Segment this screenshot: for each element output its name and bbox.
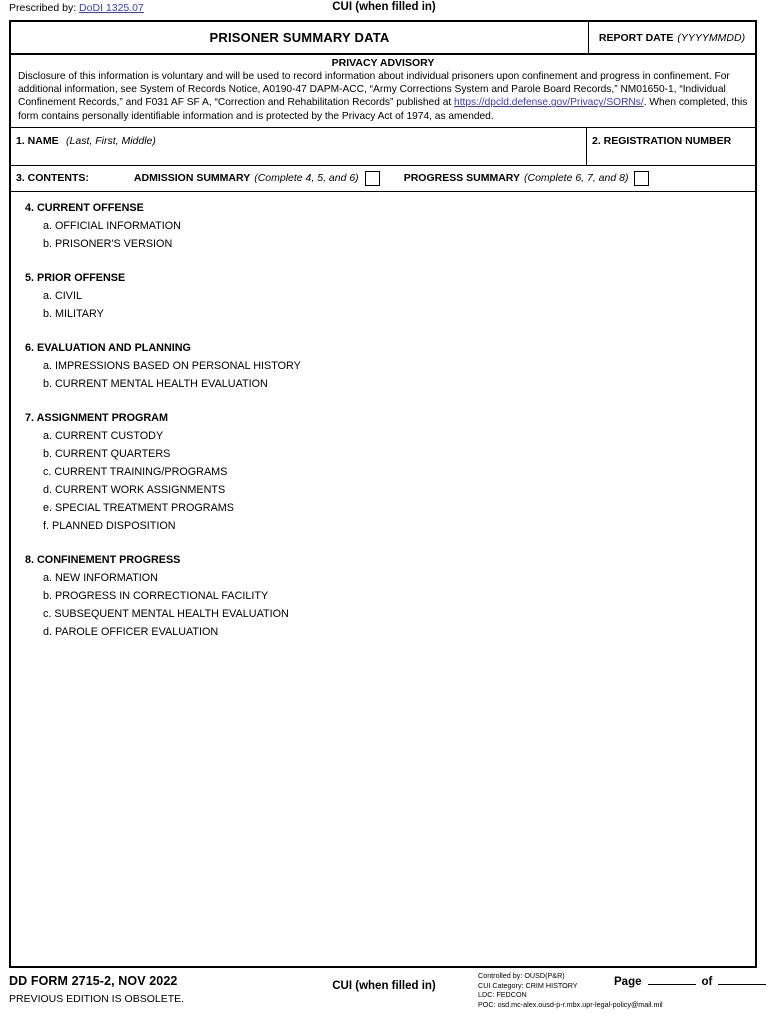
section-6-heading: 6. EVALUATION AND PLANNING — [25, 341, 191, 354]
admission-summary-label: ADMISSION SUMMARY — [133, 172, 251, 185]
controlled-by-line: Controlled by: OUSD(P&R) — [478, 971, 565, 980]
page-number-input[interactable] — [648, 973, 696, 985]
previous-edition-note: PREVIOUS EDITION IS OBSOLETE. — [9, 993, 185, 1005]
cui-category-line: CUI Category: CRIM HISTORY — [478, 980, 578, 990]
progress-summary-checkbox[interactable] — [634, 171, 649, 186]
report-date-hint: (YYYYMMDD) — [677, 31, 746, 44]
section-5-item-a[interactable]: a. CIVIL — [43, 289, 83, 302]
privacy-text-part1: Disclosure of this information is voluntary and will be used to record information about individual prisoners upon confinement and progress in confinement. For additional information, see System of Records Notice, A0190-47 DAPM-ACC, “Army Corrections System and Parole Board Records,” NM01650-1, “Individual Confinement Records,” and F031 AF SF A, “Correction and Rehabilitation Records” published at — [18, 71, 730, 109]
form-identifier: DD FORM 2715-2, NOV 2022 — [9, 974, 178, 988]
section-8 — [11, 551, 755, 641]
section-7-item-d[interactable]: d. CURRENT WORK ASSIGNMENTS — [43, 483, 226, 496]
section-6-item-b[interactable]: b. CURRENT MENTAL HEALTH EVALUATION — [43, 377, 268, 390]
sections-body — [11, 192, 755, 641]
top-strip — [0, 0, 768, 20]
name-field[interactable] — [11, 128, 587, 165]
section-7-item-c[interactable]: c. CURRENT TRAINING/PROGRAMS — [43, 465, 228, 478]
ldc-line: LDC: FEDCON — [478, 990, 527, 1000]
section-6-item-a[interactable]: a. IMPRESSIONS BASED ON PERSONAL HISTORY — [43, 359, 301, 372]
sorns-link[interactable]: https://dpcld.defense.gov/Privacy/SORNs/ — [454, 97, 644, 109]
form-title: PRISONER SUMMARY DATA — [209, 30, 390, 45]
section-7-item-b[interactable]: b. CURRENT QUARTERS — [43, 447, 171, 460]
page-number-block — [614, 973, 768, 988]
section-8-item-a[interactable]: a. NEW INFORMATION — [43, 571, 158, 584]
section-5-item-b[interactable]: b. MILITARY — [43, 307, 104, 320]
section-8-item-b[interactable]: b. PROGRESS IN CORRECTIONAL FACILITY — [43, 589, 269, 602]
of-label: of — [701, 976, 713, 988]
section-4 — [11, 199, 755, 253]
section-4-heading: 4. CURRENT OFFENSE — [25, 201, 144, 214]
report-date-label: REPORT DATE — [598, 31, 674, 44]
section-8-item-c[interactable]: c. SUBSEQUENT MENTAL HEALTH EVALUATION — [43, 607, 289, 620]
section-5 — [11, 269, 755, 323]
privacy-text-part2: . When completed, this form contains personally identifiable information and is protected by the Privacy Act of 1974, as amended. — [18, 97, 748, 122]
privacy-advisory-row — [11, 54, 755, 128]
section-4-item-b[interactable]: b. PRISONER'S VERSION — [43, 237, 173, 250]
prescribed-by-label: Prescribed by: — [9, 2, 77, 14]
section-6 — [11, 339, 755, 393]
form-frame — [9, 20, 757, 968]
poc-line: POC: osd.mc-alex.ousd-p-r.mbx.upr-legal-policy@mail.mil — [478, 999, 663, 1009]
header-row — [11, 22, 755, 54]
registration-number-field[interactable] — [587, 128, 755, 165]
registration-number-label: 2. REGISTRATION NUMBER — [592, 134, 732, 147]
section-7 — [11, 409, 755, 535]
form-title-cell — [11, 22, 589, 53]
admission-summary-hint: (Complete 4, 5, and 6) — [254, 172, 359, 185]
section-5-heading: 5. PRIOR OFFENSE — [25, 271, 126, 284]
contents-row — [11, 166, 755, 192]
section-7-item-e[interactable]: e. SPECIAL TREATMENT PROGRAMS — [43, 501, 234, 514]
section-8-item-d[interactable]: d. PAROLE OFFICER EVALUATION — [43, 625, 219, 638]
section-8-heading: 8. CONFINEMENT PROGRESS — [25, 553, 181, 566]
progress-summary-hint: (Complete 6, 7, and 8) — [523, 172, 629, 185]
name-registration-row — [11, 128, 755, 166]
page-total-input[interactable] — [718, 973, 766, 985]
admission-summary-option — [134, 171, 380, 186]
report-date-cell[interactable] — [589, 22, 755, 53]
progress-summary-label: PROGRESS SUMMARY — [403, 172, 520, 185]
privacy-advisory-heading: PRIVACY ADVISORY — [331, 57, 435, 69]
contents-label: 3. CONTENTS: — [16, 172, 89, 185]
name-label: 1. NAME — [16, 134, 59, 147]
name-hint: (Last, First, Middle) — [66, 134, 156, 147]
section-7-item-f[interactable]: f. PLANNED DISPOSITION — [43, 519, 176, 532]
footer — [0, 968, 768, 1018]
admission-summary-checkbox[interactable] — [365, 171, 380, 186]
page-label: Page — [614, 976, 642, 988]
section-7-item-a[interactable]: a. CURRENT CUSTODY — [43, 429, 164, 442]
section-4-item-a[interactable]: a. OFFICIAL INFORMATION — [43, 219, 181, 232]
progress-summary-option — [404, 171, 650, 186]
dodi-reference-link[interactable]: DoDI 1325.07 — [79, 2, 144, 14]
cui-banner-top: CUI (when filled in) — [332, 1, 436, 13]
cui-banner-bottom: CUI (when filled in) — [332, 980, 436, 992]
section-7-heading: 7. ASSIGNMENT PROGRAM — [25, 411, 168, 424]
privacy-advisory-text — [18, 70, 748, 123]
